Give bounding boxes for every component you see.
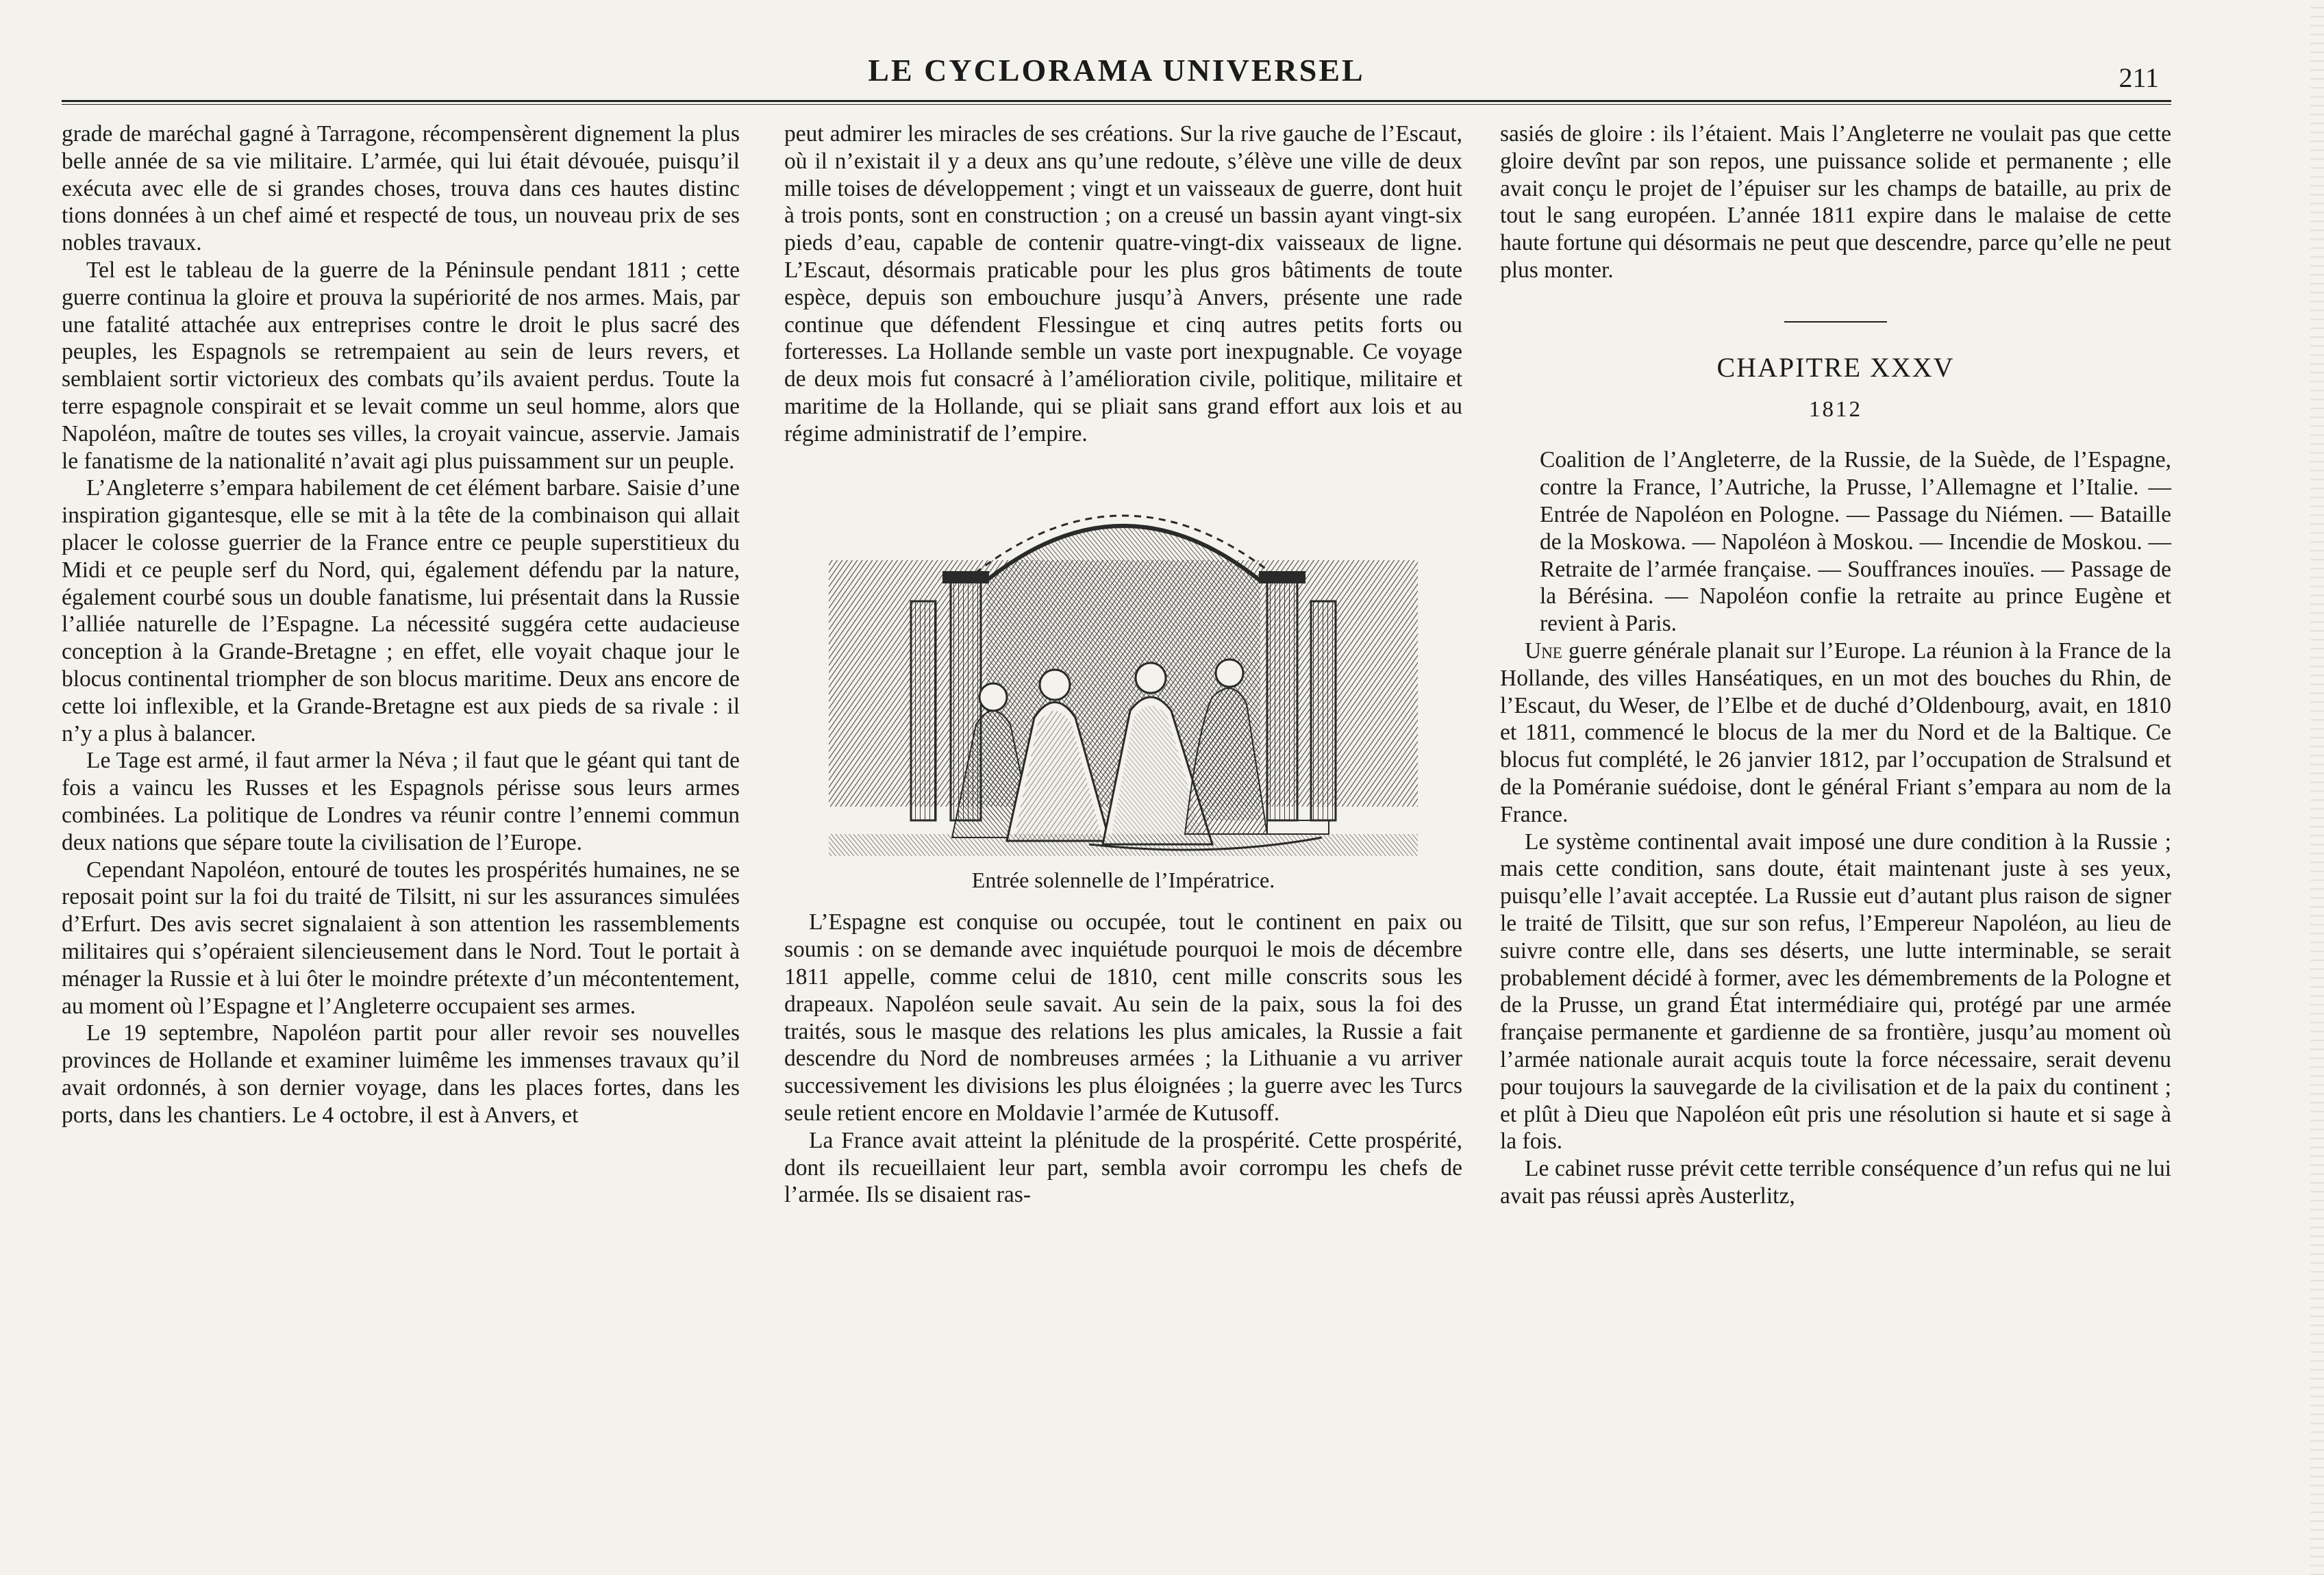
- paragraph: Le cabinet russe prévit cette terrible conséquence d’un refus qui ne lui avait pas réussi après Austerlitz,: [1500, 1156, 2171, 1209]
- text-column-right: [1500, 121, 2171, 1210]
- paragraph: La France avait atteint la plénitude de la prospérité. Cette prospérité, dont ils recueillaient leur part, sembla avoir corrompu les chefs de l’armée. Ils se disaient ras-: [784, 1127, 1462, 1208]
- page-header: [62, 49, 2171, 93]
- paragraph-text: guerre générale planait sur l’Europe. La réunion à la France de la Hollande, des villes Hanséatiques, en un mot des bouches du Rhin, de l’Escaut, du Weser, de l’Elbe et de duché d’Oldenbourg, avait, en 1810 et 1811, commencé le blocus de la mer du Nord et de la Baltique. Ce blocus fut complété, le 26 janvier 1812, par l’occupation de Stralsund et de la Poméranie suédoise, dont le général Friant s’empara au nom de la France.: [1500, 638, 2171, 827]
- scan-edge: [2310, 0, 2324, 1575]
- paragraph: Le système continental avait imposé une dure condition à la Russie ; mais cette condition, sans doute, était maintenant juste à ses yeux, puisqu’elle l’avait acceptée. La Russie eut d’autant plus raison de signer le traité de Tilsitt, que sur son refus, l’Empereur Napoléon, au lieu de suivre contre elle, dans ses déserts, une lutte interminable, se serait probablement décidé à former, avec les démembrements de la Pologne et de la Prusse, un grand État intermédiaire qui, protégé par une armée française permanente et gardienne de sa frontière, jusqu’au moment où l’armée nationale aurait acquis toute la force nécessaire, serait devenu pour toujours la sauvegarde de la civilisation et de la paix du continent ; et plût à Dieu que Napoléon eût pris une résolution si haute et si sage à la fois.: [1500, 829, 2171, 1155]
- chapter-title: CHAPITRE XXXV: [1716, 351, 1955, 383]
- paragraph: L’Angleterre s’empara habilement de cet élément barbare. Saisie d’une inspiration gigantesque, elle se mit à la tête de la combinaison qui allait placer le colosse guerrier de la France entre ce peuple superstitieux du Midi et ce peuple serf du Nord, qui, également défendu par la nature, également courbé sous un double fanatisme, lui présentait dans la Russie l’alliée naturelle de l’Espagne. La nécessité suggéra cette audacieuse conception à la Grande-Bretagne ; en effet, elle voyait chaque jour le blocus continental triompher de son blocus maritime. Deux ans encore de cette loi inflexible, et la Grande-Bretagne est aux pieds de sa rivale : il n’y a plus à balancer.: [62, 475, 740, 746]
- paragraph: L’Espagne est conquise ou occupée, tout le continent en paix ou soumis : on se demande avec inquiétude pourquoi le mois de décembre 1811 appelle, comme celui de 1810, cent mille conscrits sous les drapeaux. Napoléon seule savait. Au sein de la paix, sous la foi des traités, sous le masque des relations les plus amicales, la Russie a fait descendre du Nord de nombreuses armées ; la Lithuanie a vu arriver successivement les divisions les plus éloignées ; la guerre avec les Turcs seule retient encore en Moldavie l’armée de Kutusoff.: [784, 909, 1462, 1126]
- figure: [784, 464, 1462, 856]
- header-rule: [62, 100, 2171, 102]
- text-column-left: [62, 121, 740, 1129]
- chapter-year: 1812: [1809, 396, 1862, 422]
- section-separator: [1784, 321, 1887, 323]
- page-number: 211: [2119, 62, 2159, 93]
- header-rule-thin: [62, 104, 2171, 105]
- paragraph: Le 19 septembre, Napoléon partit pour aller revoir ses nouvelles provinces de Hollande et examiner luimême les immenses travaux qu’il avait ordonnés, à son dernier voyage, dans les places fortes, dans les ports, dans les chantiers. Le 4 octobre, il est à Anvers, et: [62, 1020, 740, 1128]
- engraving-illustration: [829, 464, 1418, 856]
- paragraph: Cependant Napoléon, entouré de toutes les prospérités humaines, ne se reposait point sur la foi du traité de Tilsitt, ni sur les assurances simulées d’Erfurt. Des avis secret signalaient à son attention les rassemblements militaires qui s’opéraient silencieusement dans le Nord. Tout le portait à ménager la Russie et à lui ôter le moindre prétexte d’un mécontentement, au moment où l’Espagne et l’Angleterre occupaient ses armes.: [62, 857, 740, 1019]
- running-title: LE CYCLORAMA UNIVERSEL: [868, 53, 1365, 88]
- paragraph: grade de maréchal gagné à Tarragone, récompensèrent dignement la plus belle année de sa vie militaire. L’armée, qui lui était dévouée, puisqu’il exécuta avec elle de si grandes choses, trouva dans ces hautes distinc tions données à un chef aimé et respecté de tous, un nouveau prix de ses nobles travaux.: [62, 121, 740, 256]
- paragraph: [1500, 638, 2171, 829]
- lead-word: Une: [1525, 638, 1562, 664]
- paragraph: peut admirer les miracles de ses créations. Sur la rive gauche de l’Escaut, où il n’existait il y a deux ans qu’une redoute, s’élève une ville de deux mille toises de développement ; vingt et un vaisseaux de guerre, dont huit à trois ponts, sont en construction ; on a creusé un bassin ayant vingt-six pieds d’eau, capable de contenir quatre-vingt-dix vaisseaux de ligne. L’Escaut, désormais praticable pour les plus gros bâtiments de toute espèce, depuis son embouchure jusqu’à Anvers, présente une rade continue que défendent Flessingue et cinq autres petits forts ou forteresses. La Hollande semble un vaste port inexpugnable. Ce voyage de deux mois fut consacré à l’amélioration civile, politique, militaire et maritime de la Hollande, qui se pliait sans grand effort aux lois et au régime administratif de l’empire.: [784, 121, 1462, 446]
- chapter-summary: Coalition de l’Angleterre, de la Russie, de la Suède, de l’Espagne, contre la France, l’Autriche, la Prusse, l’Allemagne et l’Italie. — Entrée de Napoléon en Pologne. — Passage du Niémen. — Bataille de la Moskowa. — Napoléon à Moskou. — Incendie de Moskou. — Retraite de l’armée française. — Souffrances inouïes. — Passage de la Bérésina. — Napoléon confie la retraite au prince Eugène et revient à Paris.: [1540, 447, 2171, 637]
- paragraph: sasiés de gloire : ils l’étaient. Mais l’Angleterre ne voulait pas que cette gloire devînt par son repos, une puissance solide et permanente ; elle avait conçu le projet de l’épuiser sur les champs de bataille, au prix de tout le sang européen. L’année 1811 expire dans le malaise de cette haute fortune qui désormais ne peut que descendre, parce qu’elle ne peut plus monter.: [1500, 121, 2171, 283]
- text-column-middle: [784, 121, 1462, 1209]
- figure-caption: Entrée solennelle de l’Impératrice.: [971, 867, 1275, 892]
- paragraph: Le Tage est armé, il faut armer la Néva ; il faut que le géant qui tant de fois a vaincu les Russes et les Espagnols périsse sous leurs armes combinées. La politique de Londres va réunir contre l’ennemi commun deux nations que sépare toute la civilisation de l’Europe.: [62, 748, 740, 855]
- paragraph: Tel est le tableau de la guerre de la Péninsule pendant 1811 ; cette guerre continua la gloire et prouva la supériorité de nos armes. Mais, par une fatalité attachée aux entreprises contre le droit le plus sacré des peuples, les Espagnols se retrempaient au sein de leurs revers, et semblaient sortir victorieux des combats qu’ils avaient perdus. Toute la terre espagnole conspirait et se levait comme un seul homme, alors que Napoléon, maître de toutes ses villes, la croyait vaincue, asservie. Jamais le fanatisme de la nationalité n’avait agi plus puissamment sur un peuple.: [62, 257, 740, 474]
